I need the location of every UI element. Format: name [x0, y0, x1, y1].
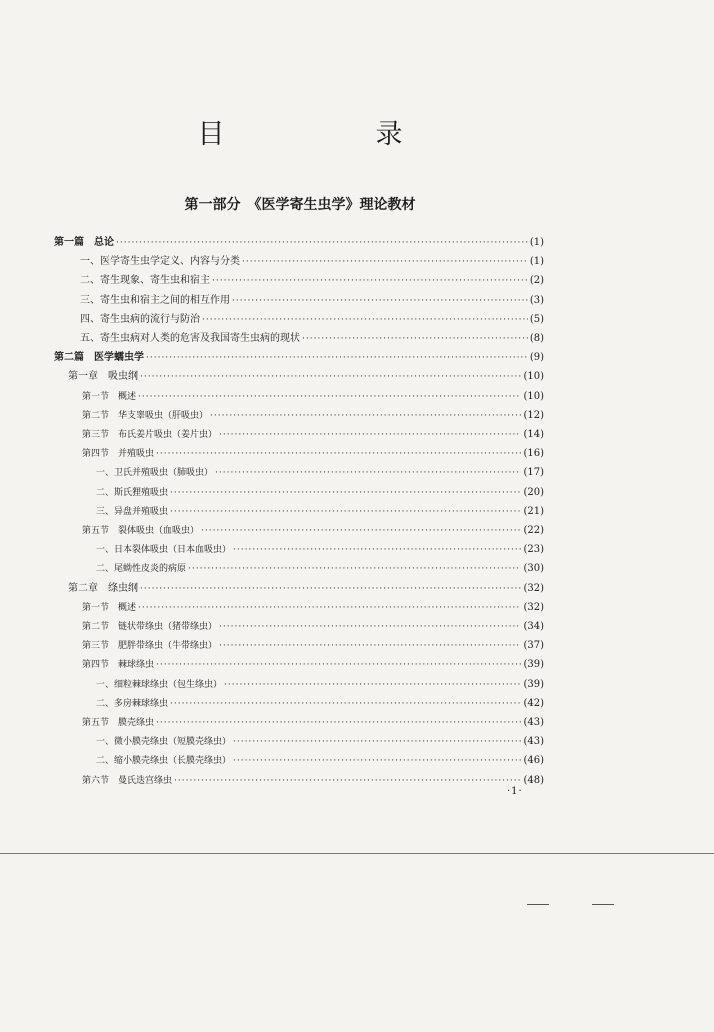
scan-artifact-dash: [527, 904, 549, 905]
toc-entry: [82, 774, 544, 788]
toc-entry: [96, 678, 544, 692]
toc-entry-page: (5): [529, 314, 544, 325]
part-title: 第一部分 《医学寄生虫学》理论教材: [184, 197, 416, 213]
toc-entry: [82, 658, 544, 672]
toc-entry-page: (2): [529, 275, 544, 286]
toc-entry-label: 第二节 华支睾吸虫（肝吸虫）: [82, 411, 209, 421]
toc-entry-label: 二、斯氏狸殖吸虫: [96, 488, 169, 498]
toc-dot-leader: [170, 505, 521, 519]
toc-entry: [82, 524, 544, 538]
toc-dot-leader: [170, 697, 521, 711]
toc-entry-label: 二、缩小膜壳绦虫（长膜壳绦虫）: [96, 756, 232, 766]
toc-entry: [68, 370, 544, 384]
toc-entry-label: 第一节 概述: [82, 603, 137, 613]
toc-dot-leader: [233, 754, 521, 768]
toc-entry-page: (46): [523, 755, 544, 766]
toc-entry-label: 一、微小膜壳绦虫（短膜壳绦虫）: [96, 737, 232, 747]
toc-entry: [96, 486, 544, 500]
toc-entry-label: 一、卫氏并殖吸虫（肺吸虫）: [96, 468, 214, 478]
scan-artifact-dash: [592, 904, 614, 905]
toc-entry-page: (30): [523, 563, 544, 574]
toc-entry-label: 二、尾蚴性皮炎的病原: [96, 564, 187, 574]
toc-entry-label: 第五节 裂体吸虫（血吸虫）: [82, 526, 200, 536]
toc-entry-label: 第三节 肥胖带绦虫（牛带绦虫）: [82, 641, 218, 651]
toc-entry-page: (22): [523, 525, 544, 536]
toc-entry: [82, 447, 544, 461]
toc-entry-label: 第一节 概述: [82, 392, 137, 402]
toc-entry-page: (20): [523, 487, 544, 498]
toc-entry: [80, 294, 544, 308]
toc-entry-page: (43): [523, 736, 544, 747]
toc-entry-label: 四、寄生虫病的流行与防治: [80, 314, 200, 325]
toc-dot-leader: [219, 620, 521, 634]
toc-entry: [82, 639, 544, 653]
toc-entry-label: 二、寄生现象、寄生虫和宿主: [80, 275, 210, 286]
toc-entry-page: (21): [523, 506, 544, 517]
toc-dot-leader: [170, 486, 521, 500]
toc-entry-label: 第五节 膜壳绦虫: [82, 718, 155, 728]
scan-artifact-line: [0, 853, 714, 854]
toc-entry-label: 第二章 绦虫纲: [68, 583, 138, 594]
toc-entry-label: 第二篇 医学蠕虫学: [54, 352, 144, 363]
toc-entry-page: (16): [523, 448, 544, 459]
toc-entry-label: 第六节 曼氏迭宫绦虫: [82, 776, 173, 786]
toc-entry: [96, 754, 544, 768]
toc-entry-label: 第二节 链状带绦虫（猪带绦虫）: [82, 622, 218, 632]
toc-entry-page: (43): [523, 717, 544, 728]
toc-dot-leader: [140, 370, 521, 384]
toc-entry-page: (23): [523, 544, 544, 555]
toc-entry-page: (8): [529, 333, 544, 344]
toc-dot-leader: [233, 735, 521, 749]
toc-entry-label: 二、多房棘球绦虫: [96, 699, 169, 709]
toc-entry: [96, 697, 544, 711]
toc-entry-page: (10): [523, 371, 544, 382]
toc-entry-page: (32): [523, 602, 544, 613]
toc-entry: [96, 505, 544, 519]
toc-dot-leader: [242, 255, 528, 269]
toc-dot-leader: [138, 601, 521, 615]
toc-dot-leader: [202, 313, 528, 327]
toc-entry: [80, 313, 544, 327]
toc-entry-page: (48): [523, 775, 544, 786]
toc-dot-leader: [138, 390, 521, 404]
toc-dot-leader: [174, 774, 521, 788]
toc-entry: [54, 351, 544, 365]
toc-entry: [82, 601, 544, 615]
toc-entry-label: 第一篇 总论: [54, 237, 114, 248]
page-title: 目 录: [197, 119, 465, 150]
toc-entry: [96, 562, 544, 576]
toc-dot-leader: [116, 236, 528, 250]
toc-entry-page: (34): [523, 621, 544, 632]
toc-entry-label: 五、寄生虫病对人类的危害及我国寄生虫病的现状: [80, 333, 300, 344]
toc-entry: [82, 409, 544, 423]
toc-entry-label: 三、寄生虫和宿主之间的相互作用: [80, 295, 230, 306]
toc-dot-leader: [188, 562, 521, 576]
toc-dot-leader: [215, 466, 521, 480]
toc-entry: [68, 582, 544, 596]
toc-entry: [82, 620, 544, 634]
toc-entry: [82, 390, 544, 404]
toc-dot-leader: [156, 658, 521, 672]
toc-entry-label: 第四节 棘球绦虫: [82, 660, 155, 670]
toc-entry: [96, 543, 544, 557]
toc-entry-page: (37): [523, 640, 544, 651]
toc-entry-page: (39): [523, 659, 544, 670]
toc-dot-leader: [210, 409, 521, 423]
toc-dot-leader: [156, 716, 521, 730]
toc-entry-label: 一、细粒棘球绦虫（包生绦虫）: [96, 680, 223, 690]
page-number: ·1·: [507, 786, 523, 797]
toc-dot-leader: [201, 524, 521, 538]
toc-entry: [80, 274, 544, 288]
toc-entry-page: (32): [523, 583, 544, 594]
toc-entry: [82, 716, 544, 730]
toc-entry-label: 第三节 布氏姜片吸虫（姜片虫）: [82, 430, 218, 440]
toc-dot-leader: [212, 274, 528, 288]
toc-dot-leader: [146, 351, 528, 365]
toc-entry: [82, 428, 544, 442]
toc-entry-page: (3): [529, 295, 544, 306]
toc-dot-leader: [219, 639, 521, 653]
toc-dot-leader: [156, 447, 521, 461]
toc-entry-page: (10): [523, 391, 544, 402]
toc-dot-leader: [233, 543, 521, 557]
toc-entry: [96, 466, 544, 480]
toc-entry: [96, 735, 544, 749]
toc-entry: [54, 236, 544, 250]
toc-entry-page: (42): [523, 698, 544, 709]
toc-entry-label: 一、日本裂体吸虫（日本血吸虫）: [96, 545, 232, 555]
toc-dot-leader: [140, 582, 521, 596]
toc-entry: [80, 332, 544, 346]
toc-entry: [80, 255, 544, 269]
toc-entry-page: (9): [529, 352, 544, 363]
toc-entry-label: 三、异盘并殖吸虫: [96, 507, 169, 517]
toc-dot-leader: [224, 678, 521, 692]
toc-entry-page: (39): [523, 679, 544, 690]
toc-dot-leader: [232, 294, 528, 308]
toc-entry-page: (14): [523, 429, 544, 440]
toc-entry-page: (12): [523, 410, 544, 421]
toc-entry-label: 第四节 并殖吸虫: [82, 449, 155, 459]
toc-entry-label: 第一章 吸虫纲: [68, 371, 138, 382]
toc-entry-page: (1): [529, 237, 544, 248]
toc-dot-leader: [302, 332, 528, 346]
toc-dot-leader: [219, 428, 521, 442]
toc-entry-page: (1): [529, 256, 544, 267]
toc-entry-page: (17): [523, 467, 544, 478]
toc-entry-label: 一、医学寄生虫学定义、内容与分类: [80, 256, 240, 267]
